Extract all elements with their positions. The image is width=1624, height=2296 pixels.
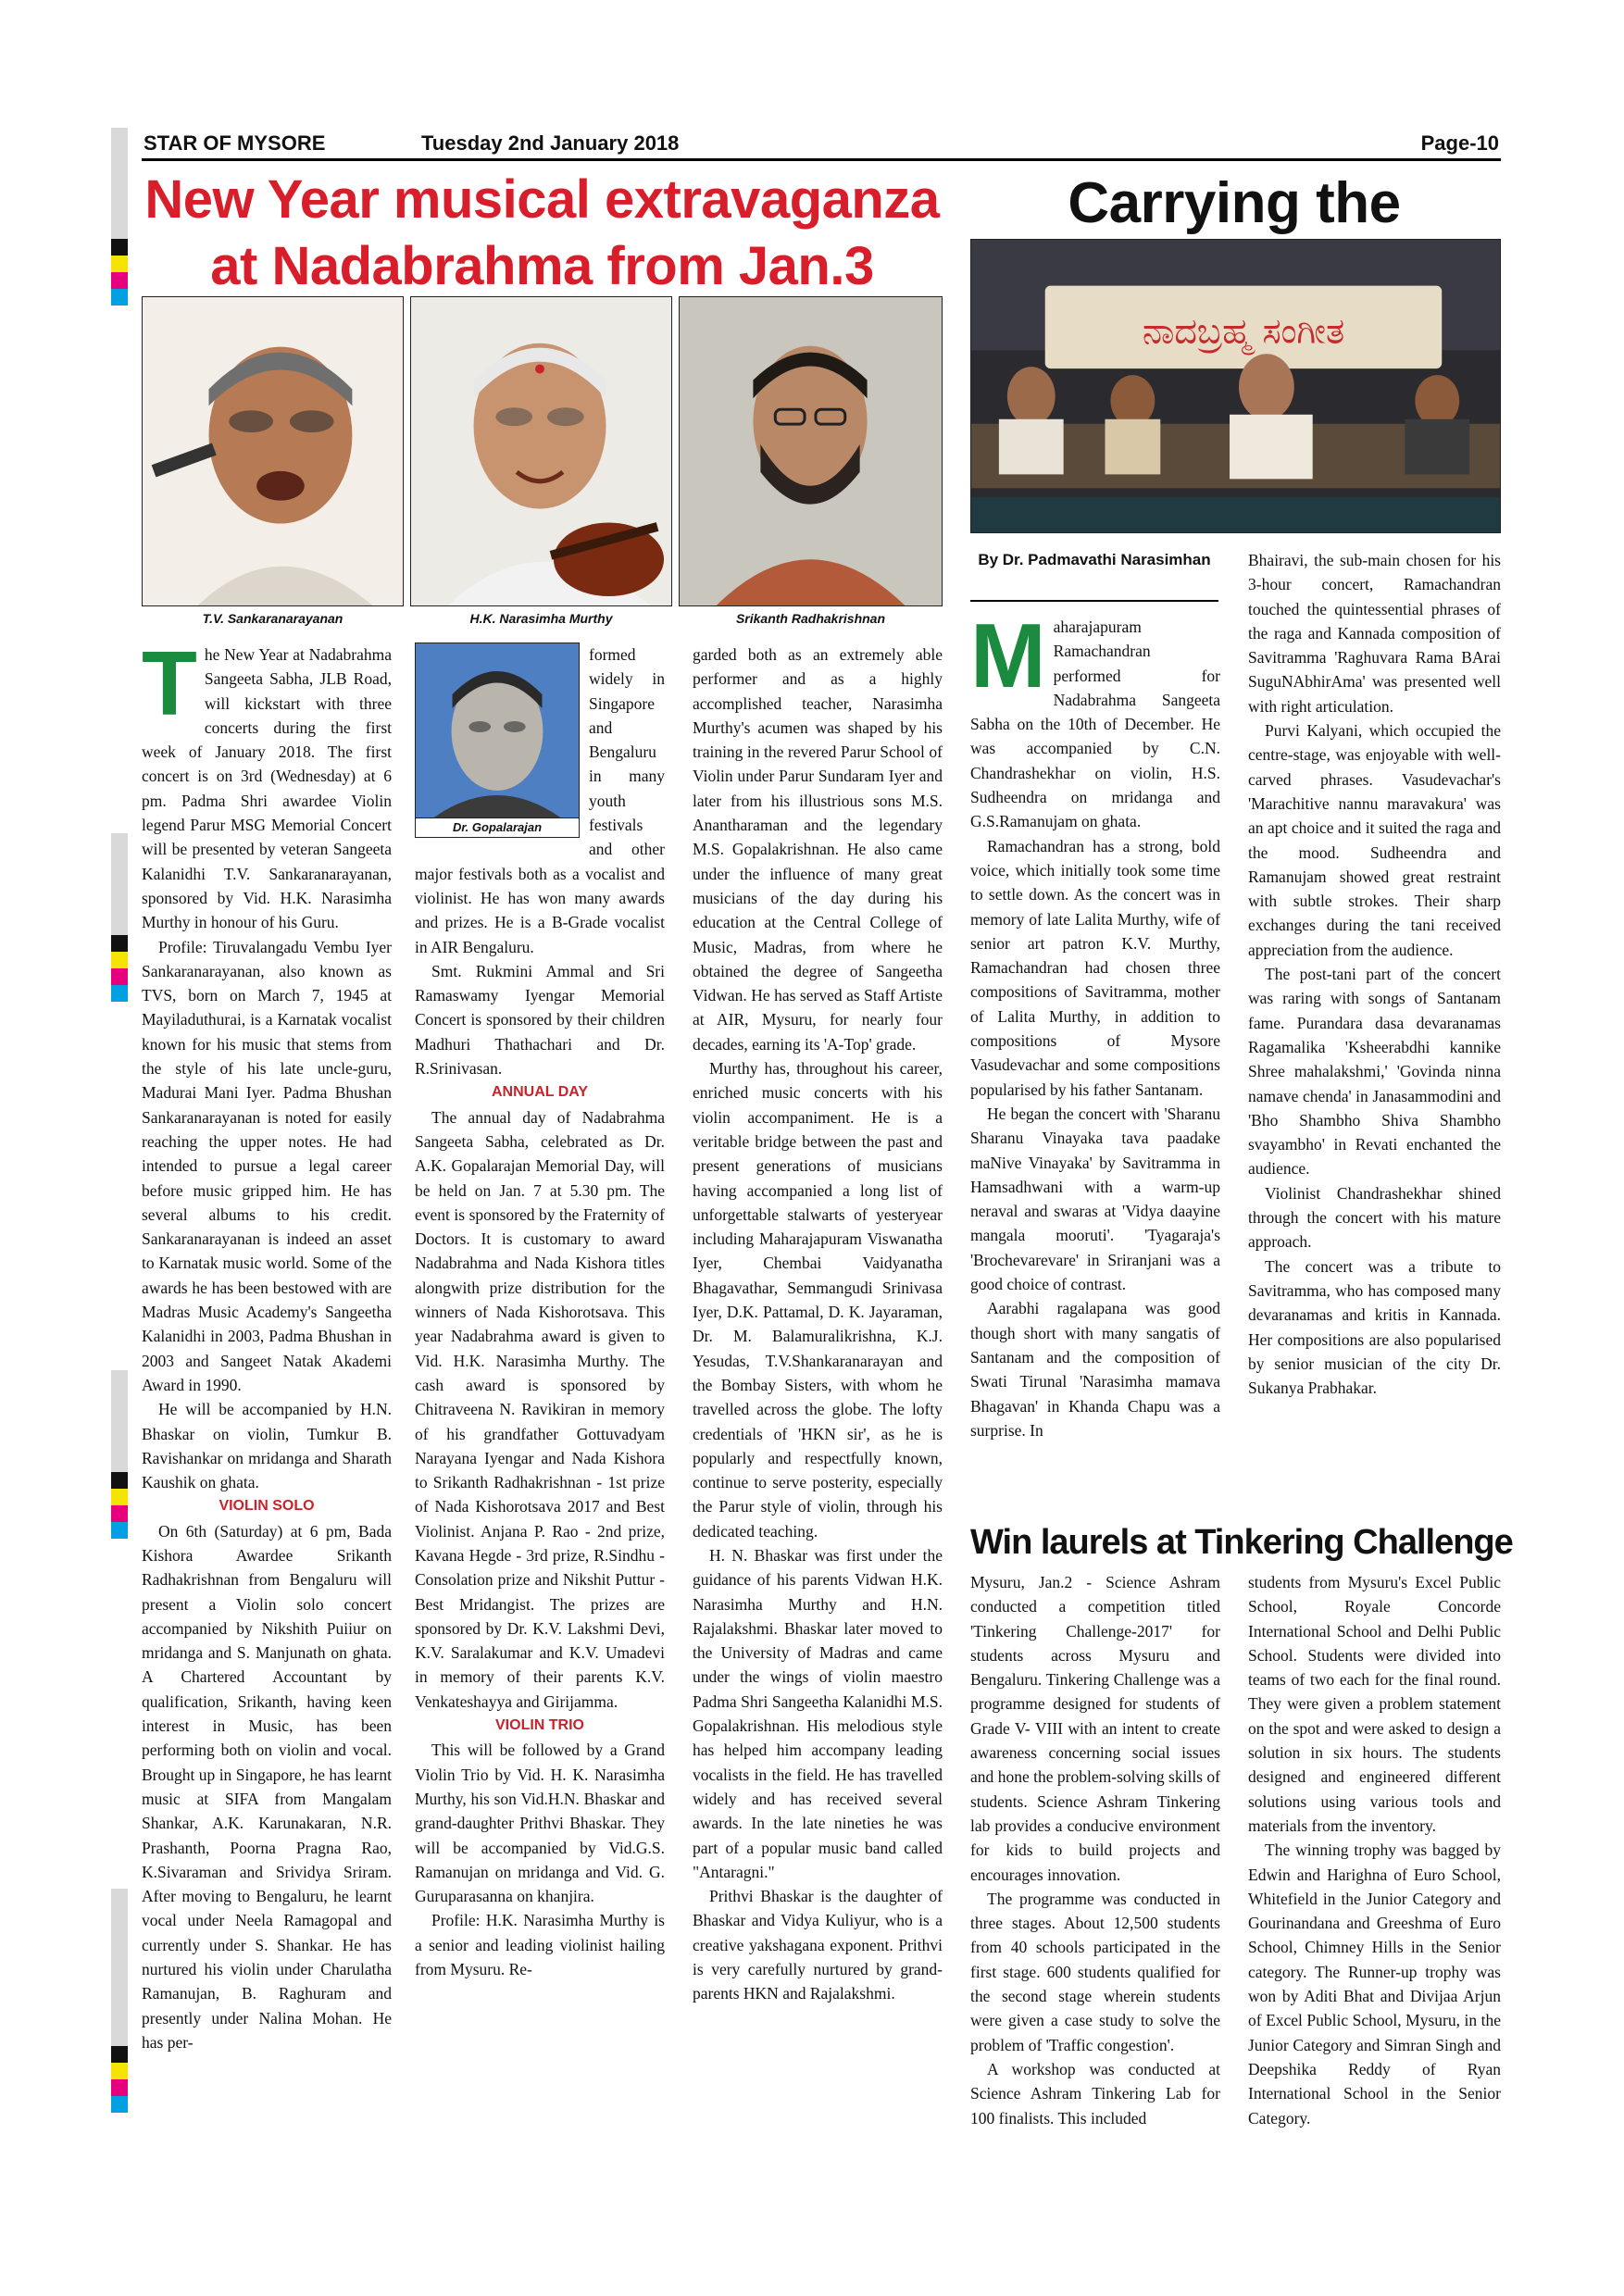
a2c2-paragraph-1: Bhairavi, the sub-main chosen for his 3-hour concert, Ramachandran touched the quintessential phrases of the raga and Kannada composition of Savitramma 'Raghuvara Rama BArai SuguNAbhirAma' was presented well with right articulation. [1248, 551, 1501, 716]
a2c2-paragraph-4: Violinist Chandrashekhar shined through the concert with his mature approach. [1248, 1183, 1501, 1252]
photo-narasimha-murthy [410, 296, 672, 606]
a1c1-paragraph-4: On 6th (Saturday) at 6 pm, Bada Kishora Awardee Srikanth Radhakrishnan from Bengaluru will present a Violin solo concert accompanied by Nikshith Puiiur on mridanga and S. Manjunath on ghata. A Chartered Accountant by qualification, Srikanth, having keen interest in Music, has been performing both on violin and vocal. Brought up in Singapore, he has learnt music at SIFA from Mangalam Shankar, A.K. Karunakaran, N.R. Prashanth, Poorna Pragna Rao, K.Sivaraman and Srividya Sriram. After moving to Bengaluru, he learnt vocal under Neela Ramagopal and currently under S. Shankar. He has nurtured his violin under Charulatha Ramanujan, B. Raghuram and presently under Nalina Mohan. He has per- [142, 1521, 392, 2052]
article2-column-1 [970, 615, 1220, 1513]
a1c3-paragraph-2: Murthy has, throughout his career, enriched music concerts with his violin accompaniment. He is a veritable bridge between the past and present generations of musicians having accompanied a long list of unforgettable stalwarts of yesteryear including Maharajapuram Viswanatha Iyer, Chembai Vaidyanatha Bhagavathar, Semmangudi Srinivasa Iyer, D.K. Pattamal, D. K. Jayaraman, Dr. M. Balamuralikrishna, K.J. Yesudas, T.V.Shankaranarayan and the Bombay Sisters, with whom he travelled across the globe. The lofty credentials of 'HKN sir', as he is popularly and respectfully known, continue to serve posterity, especially the Parur style of violin, through his dedicated teaching. [693, 1059, 943, 1541]
inset-caption: Dr. Gopalarajan [416, 817, 579, 837]
article1-column-3 [693, 643, 943, 2179]
tinkering-headline: Win laurels at Tinkering Challenge [970, 1523, 1513, 1562]
registration-marks-lower-mid [111, 1370, 128, 1539]
concert-photo [970, 239, 1501, 533]
inset-photo-gopalarajan [415, 643, 580, 838]
dropcap-m: M [970, 615, 1046, 706]
subhead-annual-day: ANNUAL DAY [491, 1084, 588, 1101]
subhead-violin-solo: VIOLIN SOLO [219, 1498, 315, 1515]
a2c1-paragraph-4: Aarabhi ragalapana was good though short with many sangatis of Santanam and the composition of Swati Tirunal 'Narasimha mamava Bhagavan' in Khanda Chapu was a surprise. In [970, 1299, 1220, 1440]
headline-line-2: at Nadabrahma from Jan.3 [210, 236, 874, 296]
registration-marks-bottom [111, 1889, 128, 2113]
a2c1-paragraph-1: aharajapuram Ramachandran performed for Nadabrahma Sangeeta Sabha on the 10th of December. He was accompanied by C.N. Chandrashekhar on violin, H.S. Sudheendra on mridanga and G.S.Ramanujam on ghata. [970, 618, 1220, 831]
paper-name: STAR OF MYSORE [144, 131, 326, 155]
article1-column-1 [142, 643, 392, 2179]
caption-narasimha-murthy: H.K. Narasimha Murthy [469, 611, 613, 626]
a1c2-paragraph-2: Smt. Rukmini Ammal and Sri Ramaswamy Iyengar Memorial Concert is sponsored by their children Madhuri Thathachari and Dr. R.Srinivasan. [415, 961, 665, 1079]
a1c3-paragraph-4: Prithvi Bhaskar is the daughter of Bhaskar and Vidya Kuliyur, who is a creative yakshagana exponent. Prithvi is very carefully nurtured by grand-parents HKN and Rajalakshmi. [693, 1887, 943, 2003]
a2c2-paragraph-2: Purvi Kalyani, which occupied the centre-stage, was enjoyable with well-carved phrases. Vasudevachar's 'Marachitive nannu maravakura' was an apt choice and it suited the raga and the mood. Sudheendra and Ramanujam showed great restraint with subtle strokes. Their sharp exchanges during the tani received appreciation from the audience. [1248, 721, 1501, 959]
byline: By Dr. Padmavathi Narasimhan [978, 551, 1211, 568]
article1-column-2 [415, 643, 665, 2179]
a1c2-paragraph-3: The annual day of Nadabrahma Sangeeta Sabha, celebrated as Dr. A.K. Gopalarajan Memorial Day, will be held on Jan. 7 at 5.30 pm. The event is sponsored by the Fraternity of Doctors. It is customary to award Nadabrahma and Nada Kishora titles alongwith prize distribution for the winners of Nada Kishorotsava. This year Nadabrahma award is given to Vid. H.K. Narasimha Murthy. The cash award is sponsored by Chitraveena N. Ravikiran in memory of his grandfather Gottuvadyam Narayana Iyengar and Nada Kishora to Srikanth Radhakrishnan - 1st prize of Nada Kishorotsava 2017 and Best Violinist. Anjana P. Rao - 2nd prize, Kavana Hegde - 3rd prize, R.Sindhu - Consolation prize and Nikshit Puttur - Best Mridangist. The prizes are sponsored by Dr. K.V. Lakshmi Devi, K.V. Saralakumar and K.V. Umadevi in memory of their parents K.V. Venkateshayya and Girijamma. [415, 1107, 665, 1711]
a1c1-paragraph-2: Profile: Tiruvalangadu Vembu Iyer Sankaranarayanan, also known as TVS, born on March 7, 1945 at Mayiladuthurai, is a Karnatak vocalist known for his music that stems from the style of his late uncle-guru, Madurai Mani Iyer. Padma Bhushan Sankaranarayanan is noted for easily reaching the upper notes. He had intended to pursue a legal career before music gripped him. He has several albums to his credit. Sankaranarayanan is indeed an asset to Karnatak music world. Some of the awards he has been bestowed with are Madras Music Academy's Sangeetha Kalanidhi in 2003, Padma Bhushan in 2003 and Sangeet Natak Akademi Award in 1990. [142, 937, 392, 1394]
masthead [142, 128, 1501, 161]
dropcap-t: T [142, 643, 197, 734]
a2c1-paragraph-2: Ramachandran has a strong, bold voice, which initially took some time to settle down. As the concert was in memory of late Lalita Murthy, wife of senior art patron K.V. Murthy, Ramachandran had chosen three compositions of Savitramma, mother of Lalita Murthy, in addition to compositions of Mysore Vasudevachar and some compositions popularised by his father Santanam. [970, 836, 1220, 1099]
registration-marks-top [111, 128, 128, 306]
a3c2-paragraph-2: The winning trophy was bagged by Edwin and Harighna of Euro School, Whitefield in the Junior Category and Gourinandana and Greeshma of Euro School, Chimney Hills in the Senior category. The Runner-up trophy was won by Aditi Bhat and Divijaa Arjun of Excel Public School, Mysuru, in the Junior Category and Simran Singh and Deepshika Reddy of Ryan International School in the Senior Category. [1248, 1841, 1501, 2128]
a2c1-paragraph-3: He began the concert with 'Sharanu Sharanu Vinayaka tava paadake maNive Vinayaka' by Savitramma in Hamsadhwani with a warm-up neraval and swaras at 'Vidya daayine mangala mooruti'. 'Tyagaraja's 'Brochevarevare' in Sriranjani was a good choice of contrast. [970, 1104, 1220, 1294]
byline-rule [970, 600, 1218, 602]
lineage-headline: Carrying the [1068, 171, 1401, 235]
caption-sankaranarayanan: T.V. Sankaranarayanan [202, 611, 344, 626]
stage-banner-text: ನಾದಬ್ರಹ್ಮ ಸಂಗೀತ [1142, 310, 1345, 352]
page-number: Page-10 [1420, 131, 1499, 155]
a2c2-paragraph-5: The concert was a tribute to Savitramma, who has composed many devaranamas and kritis in Kannada. Her compositions are also popularised by senior musician of the city Dr. Sukanya Prabhakar. [1248, 1256, 1501, 1398]
a1c1-paragraph-1: he New Year at Nadabrahma Sangeeta Sabha, JLB Road, will kickstart with three concerts during the first week of January 2018. The first concert is on 3rd (Wednesday) at 6 pm. Padma Shri awardee Violin legend Parur MSG Memorial Concert will be presented by veteran Sangeeta Kalanidhi T.V. Sankaranarayanan, sponsored by Vid. H.K. Narasimha Murthy in honour of his Guru. [142, 645, 392, 932]
a1c3-paragraph-3: H. N. Bhaskar was first under the guidance of his parents Vidwan H.K. Narasimha Murthy and H.N. Rajalakshmi. Bhaskar later moved to the University of Madras and came under the wings of violin maestro Padma Shri Sangeetha Kalanidhi M.S. Gopalakrishnan. His melodious style has helped him accompany leading vocalists in the field. He has travelled widely and has received several awards. In the late nineties he was part of a popular music band called "Antaragni." [693, 1545, 943, 1881]
headline-line-1: New Year musical extravaganza [144, 169, 940, 230]
main-headline [142, 167, 943, 300]
a1c2-paragraph-5: Profile: H.K. Narasimha Murthy is a senior and leading violinist hailing from Mysuru. Re- [415, 1911, 665, 1979]
a1c1-paragraph-3: He will be accompanied by H.N. Bhaskar on violin, Tumkur B. Ravishankar on mridanga and Sharath Kaushik on ghata. [142, 1400, 392, 1492]
a3c1-paragraph-3: A workshop was conducted at Science Ashram Tinkering Lab for 100 finalists. This included [970, 2059, 1220, 2128]
subhead-violin-trio: VIOLIN TRIO [495, 1717, 584, 1734]
registration-marks-upper-mid [111, 833, 128, 1002]
a1c3-paragraph-1: garded both as an extremely able performer and as a highly accomplished teacher, Narasimha Murthy's acumen was shaped by his training in the revered Parur School of Violin under Parur Sundaram Iyer and later from his illustrious sons M.S. Anantharaman and the legendary M.S. Gopalakrishnan. He also came under the influence of many great musicians of the day during his education at the Central College of Music, Madras, from where he obtained the degree of Sangeetha Vidwan. He has served as Staff Artiste at AIR, Mysuru, for nearly four decades, earning its 'A-Top' grade. [693, 645, 943, 1054]
article2-column-2 [1248, 548, 1501, 1513]
a3c2-paragraph-1: students from Mysuru's Excel Public School, Royale Concorde International School and Delhi Public School. Students were divided into teams of two each for the final round. They were given a problem statement on the spot and were asked to design a solution in six hours. The students designed and engineered different solutions using various tools and materials from the inventory. [1248, 1573, 1501, 1835]
issue-date: Tuesday 2nd January 2018 [421, 131, 680, 155]
a1c2-paragraph-4: This will be followed by a Grand Violin Trio by Vid. H. K. Narasimha Murthy, his son Vid.H.N. Bhaskar and grand-daughter Prithvi Bhaskar. They will be accompanied by Vid.G.S. Ramanujan on mridanga and Vid. G. Guruparasanna on khanjira. [415, 1741, 665, 1906]
article3-column-2 [1248, 1570, 1501, 2181]
article3-column-1 [970, 1570, 1220, 2181]
a1c2-paragraph-1: formed widely in Singapore and Bengaluru in many youth festivals and other major festivals both as a vocalist and violinist. He has won many awards and prizes. He is a B-Grade vocalist in AIR Bengaluru. [415, 645, 665, 956]
photo-sankaranarayanan [142, 296, 404, 606]
a3c1-paragraph-1: Mysuru, Jan.2 - Science Ashram conducted a competition titled 'Tinkering Challenge-2017' for students across Mysuru and Bengaluru. Tinkering Challenge was a programme designed for students of Grade V- VIII with an intent to create awareness concerning social issues and hone the problem-solving skills of students. Science Ashram Tinkering lab provides a conducive environment for kids to build projects and encourages innovation. [970, 1573, 1220, 1884]
caption-srikanth-radhakrishnan: Srikanth Radhakrishnan [735, 611, 886, 626]
photo-srikanth-radhakrishnan [679, 296, 943, 606]
a3c1-paragraph-2: The programme was conducted in three stages. About 12,500 students from 40 schools participated in the first stage. 600 students qualified for the second stage wherein students were given a case study to solve the problem of 'Traffic congestion'. [970, 1889, 1220, 2054]
a2c2-paragraph-3: The post-tani part of the concert was raring with songs of Santanam fame. Purandara dasa devaranamas Ragamalika 'Ksheerabdhi kannike Shree mahalakshmi,' 'Govinda ninna namave chenda' in Janasammodini and 'Bho Shambho Shiva Shambho svayambho' in Revati enchanted the audience. [1248, 965, 1501, 1179]
